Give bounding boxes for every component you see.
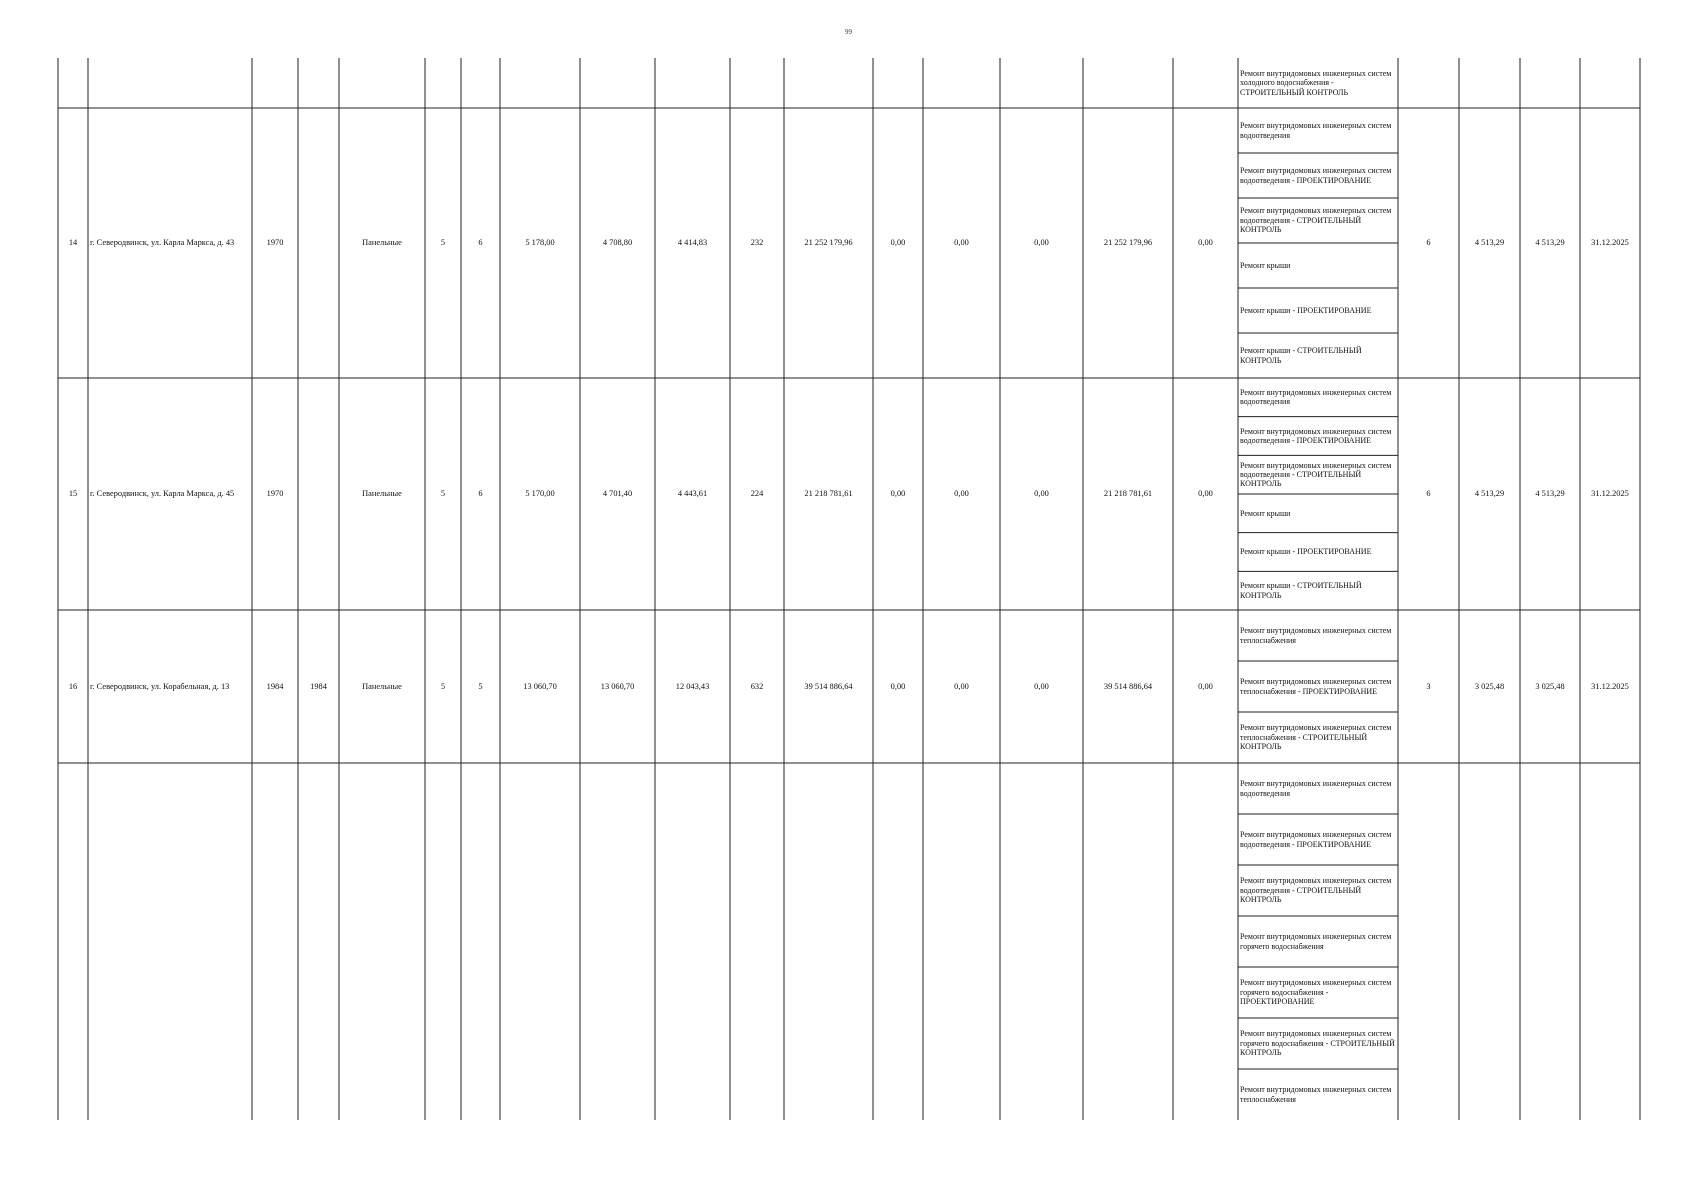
cell-fund-owners: 21 252 179,96 [1103,238,1153,247]
cell-fund-federal: 0,00 [890,238,906,247]
cell-area-premises: 4 708,80 [602,238,633,247]
cell-entrances: 5 [478,681,483,691]
work-item: Ремонт внутридомовых инженерных систем водоотведения [1240,779,1392,798]
cell-fund-other: 0,00 [1198,489,1213,498]
cell-fund-federal: 0,00 [890,489,906,498]
page-number: 99 [845,28,852,36]
work-item: Ремонт внутридомовых инженерных систем водоотведения - СТРОИТЕЛЬНЫЙ КОНТРОЛЬ [1240,460,1392,489]
cell-unit-cost-limit: 4 513,29 [1535,489,1565,498]
cell-num: 15 [68,489,78,498]
work-item: Ремонт внутридомовых инженерных систем теплоснабжения [1240,1085,1392,1104]
cell-year-built: 1984 [266,681,284,691]
cell-area-premises: 4 701,40 [602,489,633,498]
cell-area-premises: 13 060,70 [600,681,635,691]
work-item: Ремонт внутридомовых инженерных систем горячего водоснабжения - ПРОЕКТИРОВАНИЕ [1240,978,1392,1007]
cell-fund-local: 0,00 [1034,238,1049,247]
cell-floors: 5 [440,681,446,691]
work-item: Ремонт внутридомовых инженерных систем теплоснабжения [1240,626,1392,645]
cell-area-residential: 4 414,83 [677,238,708,247]
work-item: Ремонт внутридомовых инженерных систем теплоснабжения - СТРОИТЕЛЬНЫЙ КОНТРОЛЬ [1240,723,1392,752]
work-item: Ремонт крыши - ПРОЕКТИРОВАНИЕ [1240,547,1372,557]
work-item: Ремонт внутридомовых инженерных систем водоотведения - ПРОЕКТИРОВАНИЕ [1240,166,1392,185]
cell-address: г. Северодвинск, ул. Корабельная, д. 13 [90,681,230,691]
cell-residents: 632 [750,681,764,691]
cell-wall-material: Панельные [362,681,402,691]
cell-unit-cost-limit: 3 025,48 [1535,681,1565,691]
cell-deadline: 31.12.2025 [1591,238,1629,247]
cell-unit-cost-limit: 4 513,29 [1535,238,1565,247]
cell-fund-owners: 39 514 886,64 [1103,681,1153,691]
cell-works-count: 6 [1426,238,1431,247]
cell-fund-regional: 0,00 [954,681,969,691]
cell-year-built: 1970 [266,238,284,247]
work-item: Ремонт внутридомовых инженерных систем водоотведения [1240,121,1392,140]
cell-fund-owners: 21 218 781,61 [1103,489,1153,498]
cell-area-total: 5 178,00 [525,238,555,247]
cell-fund-federal: 0,00 [890,681,906,691]
work-item: Ремонт внутридомовых инженерных систем теплоснабжения - ПРОЕКТИРОВАНИЕ [1240,677,1392,696]
work-item: Ремонт внутридомовых инженерных систем водоотведения [1240,387,1392,407]
work-item: Ремонт крыши - ПРОЕКТИРОВАНИЕ [1240,305,1372,315]
work-item: Ремонт внутридомовых инженерных систем водоотведения - СТРОИТЕЛЬНЫЙ КОНТРОЛЬ [1240,876,1392,905]
work-item: Ремонт внутридомовых инженерных систем водоотведения - СТРОИТЕЛЬНЫЙ КОНТРОЛЬ [1240,206,1392,235]
cell-year-built: 1970 [266,489,284,498]
work-item: Ремонт внутридомовых инженерных систем водоотведения - ПРОЕКТИРОВАНИЕ [1240,830,1392,849]
work-item: Ремонт внутридомовых инженерных систем холодного водоснабжения - СТРОИТЕЛЬНЫЙ КОНТРОЛЬ [1240,68,1392,97]
cell-num: 14 [68,238,78,247]
cell-cost-total: 21 218 781,61 [804,489,853,498]
cell-num: 16 [68,681,78,691]
cell-area-residential: 12 043,43 [675,681,710,691]
cell-year-reconstructed: 1984 [310,681,327,691]
cell-unit-cost: 4 513,29 [1474,489,1505,498]
cell-wall-material: Панельные [362,489,402,498]
work-item: Ремонт внутридомовых инженерных систем горячего водоснабжения - СТРОИТЕЛЬНЫЙ КОНТРОЛЬ [1240,1029,1395,1058]
cell-floors: 5 [440,238,446,247]
work-item: Ремонт крыши - СТРОИТЕЛЬНЫЙ КОНТРОЛЬ [1240,581,1362,600]
cell-address: г. Северодвинск, ул. Карла Маркса, д. 45 [90,489,235,498]
cell-area-residential: 4 443,61 [677,489,708,498]
cell-works-count: 6 [1426,489,1431,498]
cell-fund-local: 0,00 [1034,681,1049,691]
cell-entrances: 6 [478,489,483,498]
cell-unit-cost: 4 513,29 [1474,238,1505,247]
cell-unit-cost: 3 025,48 [1474,681,1505,691]
cell-area-total: 13 060,70 [523,681,557,691]
cell-deadline: 31.12.2025 [1591,681,1629,691]
cell-fund-regional: 0,00 [954,489,969,498]
cell-entrances: 6 [478,238,483,247]
work-item: Ремонт крыши [1240,508,1291,518]
cell-residents: 224 [750,489,764,498]
cell-deadline: 31.12.2025 [1591,489,1629,498]
cell-floors: 5 [440,489,446,498]
cell-wall-material: Панельные [362,238,402,247]
cell-cost-total: 21 252 179,96 [804,238,853,247]
work-item: Ремонт крыши [1240,260,1291,270]
work-item: Ремонт внутридомовых инженерных систем водоотведения - ПРОЕКТИРОВАНИЕ [1240,426,1392,445]
cell-fund-other: 0,00 [1198,238,1213,247]
work-item: Ремонт крыши - СТРОИТЕЛЬНЫЙ КОНТРОЛЬ [1240,346,1362,365]
cell-area-total: 5 170,00 [525,489,555,498]
cell-cost-total: 39 514 886,64 [804,681,853,691]
cell-year-reconstructed [298,378,339,610]
cell-fund-local: 0,00 [1034,489,1049,498]
cell-works-count: 3 [1426,681,1431,691]
cell-residents: 232 [750,238,764,247]
cell-fund-regional: 0,00 [954,238,969,247]
cell-year-reconstructed [298,108,339,378]
cell-address: г. Северодвинск, ул. Карла Маркса, д. 43 [90,238,235,247]
work-item: Ремонт внутридомовых инженерных систем горячего водоснабжения [1240,932,1392,951]
cell-fund-other: 0,00 [1198,681,1213,691]
